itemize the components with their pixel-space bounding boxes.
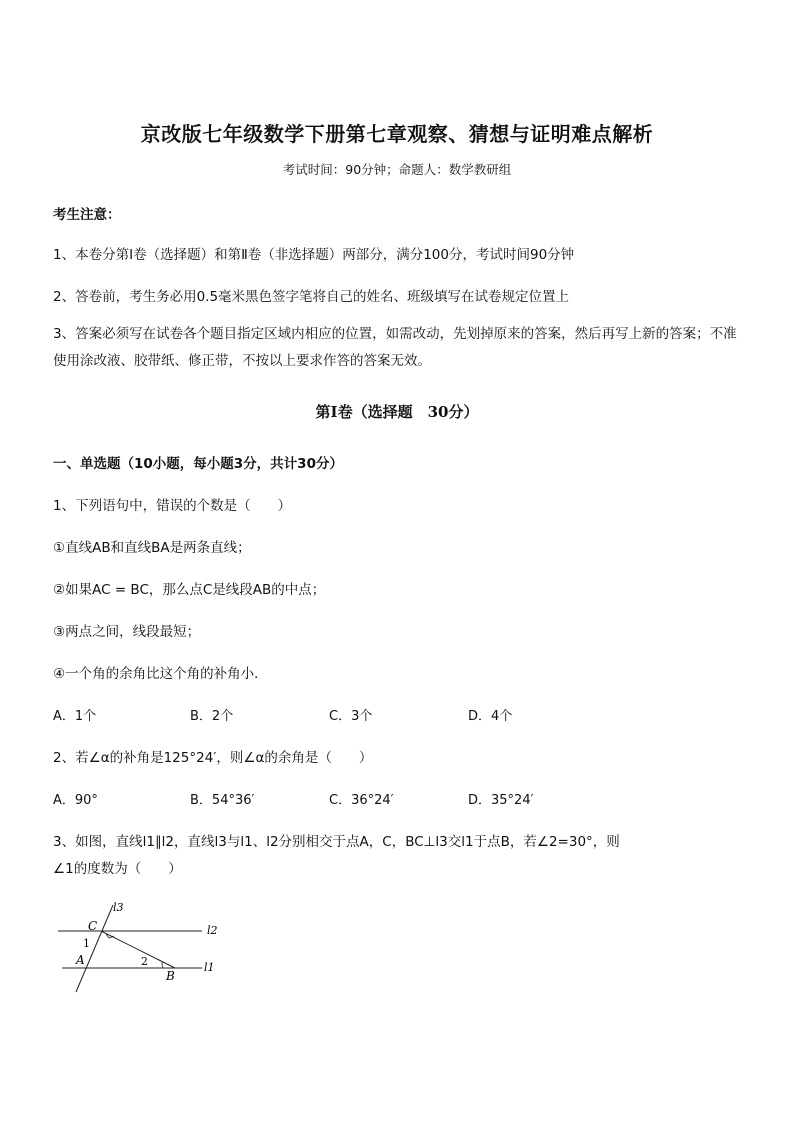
- label-l1: l1: [204, 961, 215, 974]
- question-1-stem: 1、下列语句中，错误的个数是（ ）: [53, 498, 292, 514]
- notice-item-1: 1、本卷分第Ⅰ卷（选择题）和第Ⅱ卷（非选择题）两部分，满分100分，考试时间90分钟: [53, 247, 575, 263]
- notice-item-2: 2、答卷前，考生务必用0.5毫米黑色签字笔将自己的姓名、班级填写在试卷规定位置上: [53, 289, 570, 305]
- question-2-option-a: A．90°: [53, 793, 98, 808]
- question-1-statement-1: ①直线AB和直线BA是两条直线；: [53, 540, 251, 556]
- question-3-figure: [50, 895, 230, 1000]
- question-1-option-c: C．3个: [329, 709, 373, 724]
- question-1-option-a: A．1个: [53, 709, 97, 724]
- question-1-option-d: D．4个: [468, 709, 513, 724]
- label-angle-2: 2: [141, 955, 148, 968]
- section-title: 第Ⅰ卷（选择题 30分）: [315, 403, 479, 421]
- question-1-option-b: B．2个: [190, 709, 234, 724]
- exam-info: 考试时间：90分钟；命题人：数学教研组: [282, 162, 512, 177]
- label-a: A: [76, 953, 85, 967]
- notice-item-3: 3、答案必须写在试卷各个题目指定区域内相应的位置，如需改动，先划掉原来的答案，然后再写上新的答案；不准使用涂改液、胶带纸、修正带，不按以上要求作答的答案无效。: [53, 326, 737, 369]
- notice-heading: 考生注意：: [53, 207, 121, 223]
- question-3-stem-line-2: ∠1的度数为（ ）: [53, 861, 182, 877]
- question-1-statement-4: ④一个角的余角比这个角的补角小．: [53, 666, 268, 682]
- question-2-option-d: D．35°24′: [468, 793, 534, 808]
- question-1-statement-2: ②如果AC = BC，那么点C是线段AB的中点；: [53, 582, 326, 598]
- question-1-statement-3: ③两点之间，线段最短；: [53, 624, 201, 640]
- question-2-stem: 2、若∠α的补角是125°24′，则∠α的余角是（ ）: [53, 750, 373, 766]
- question-3-stem-line-1: 3、如图，直线l1∥l2，直线l3与l1、l2分别相交于点A，C，BC⊥l3交l1于点B，若∠2=30°，则: [53, 834, 620, 850]
- label-l2: l2: [207, 924, 218, 937]
- question-2-option-c: C．36°24′: [329, 793, 394, 808]
- label-angle-1: 1: [83, 937, 90, 950]
- page-title: 京改版七年级数学下册第七章观察、猜想与证明难点解析: [140, 122, 654, 146]
- label-c: C: [88, 919, 98, 933]
- question-2-option-b: B．54°36′: [190, 793, 255, 808]
- angle-2-arc: [162, 962, 163, 968]
- label-b: B: [166, 969, 175, 983]
- part-heading: 一、单选题（10小题，每小题3分，共计30分）: [53, 456, 343, 472]
- label-l3: l3: [113, 901, 124, 914]
